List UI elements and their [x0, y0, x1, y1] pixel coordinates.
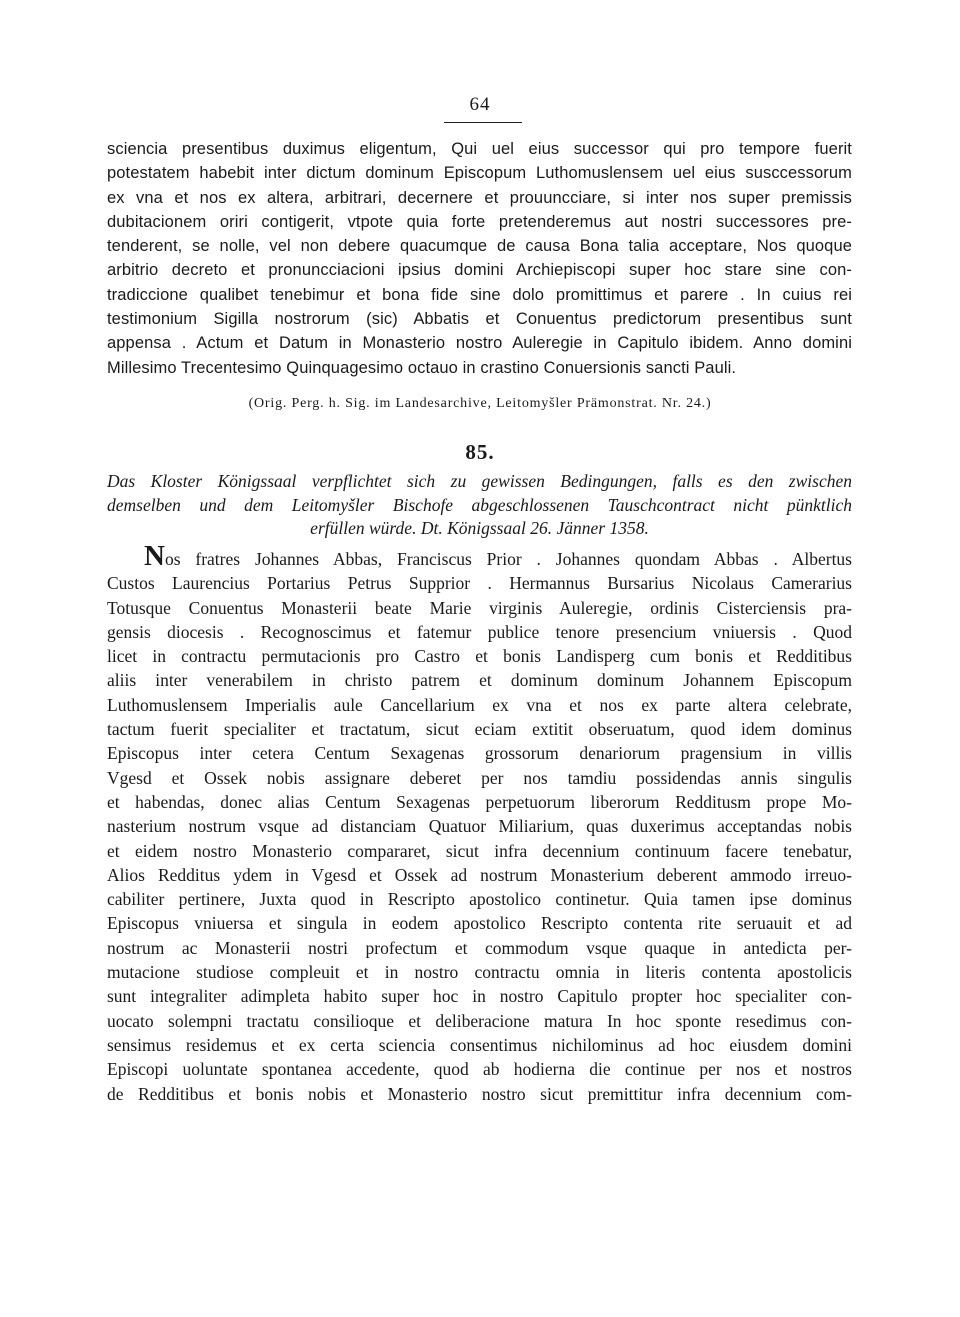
text-line: et habendas, donec alias Centum Sexagenas perpetuorum liberorum Redditusm prope Mo- — [107, 791, 852, 812]
first-text-line — [107, 540, 852, 572]
heading-line: erfüllen würde. Dt. Königssaal 26. Jänner 1358. — [310, 518, 649, 538]
text-line: Custos Laurencius Portarius Petrus Supprior . Hermannus Bursarius Nicolaus Camerarius — [107, 573, 852, 594]
document-body — [107, 540, 852, 1106]
continuation-text — [107, 137, 852, 380]
heading-line: Das Kloster Königssaal verpflichtet sich zu gewissen Bedingungen, falls es den zwischen — [107, 471, 852, 491]
text-line: nasterium nostrum vsque ad distanciam Quatuor Miliarium, quas duxerimus acceptandas nobis — [107, 816, 852, 837]
text-line: et eidem nostro Monasterio compararet, sicut infra decennium continuum facere tenebatur, — [107, 840, 852, 861]
text-line: testimonium Sigilla nostrorum (sic) Abbatis et Conuentus predictorum presentibus sunt — [107, 310, 852, 329]
heading-line: demselben und dem Leitomyšler Bischofe abgeschlossenen Tauschcontract nicht pünktlich — [107, 494, 852, 515]
text-line: appensa . Actum et Datum in Monasterio nostro Auleregie in Capitulo ibidem. Anno domini — [107, 334, 852, 353]
text-line: nostrum ac Monasterii nostri profectum et commodum vsque quaque in antedicta per- — [107, 937, 852, 958]
document-heading — [107, 470, 852, 541]
text-line: Alios Redditus ydem in Vgesd et Ossek ad nostrum Monasterium deberent ammodo irreuo- — [107, 864, 852, 885]
initial-letter: N — [144, 540, 165, 572]
text-line: Millesimo Trecentesimo Quinquagesimo octauo in crastino Conuersionis sancti Pauli. — [107, 358, 737, 377]
document-number: 85. — [465, 440, 495, 464]
text-line: dubitacionem oriri contigerit, vtpote quia forte pretenderemus aut nostri successores pre- — [107, 212, 852, 231]
text-line: mutacione studiose compleuit et in nostro contractu omnia in literis contenta apostolicis — [107, 962, 852, 983]
text-line: uocato solempni tractatu consilioque et deliberacione matura In hoc sponte resedimus con- — [107, 1010, 852, 1031]
text-line: tactum fuerit specialiter et tractatum, sicut eciam extitit obseruatum, quod idem dominus — [107, 719, 852, 740]
text-line: cabiliter pertinere, Juxta quod in Rescripto apostolico continetur. Quia tamen ipse dominus — [107, 889, 852, 910]
text-line: sciencia presentibus duximus eligentum, Qui uel eius successor qui pro tempore fuerit — [107, 140, 852, 158]
text-line: tradiccione qualibet tenebimur et bona fide sine dolo promittimus et parere . In cuius rei — [107, 285, 852, 304]
text-line: aliis inter venerabilem in christo patrem et dominum dominum Johannem Episcopum — [107, 670, 852, 691]
text-line: sunt integraliter adimpleta habito super hoc in nostro Capitulo propter hoc specialiter con- — [107, 986, 852, 1007]
text-line: Luthomuslensem Imperialis aule Cancellarium ex vna et nos ex parte altera celebrate, — [107, 694, 852, 715]
text-line: ex vna et nos ex altera, arbitrari, decernere et prouuncciare, si inter nos super premissis — [107, 188, 852, 207]
text-line: tenderent, se nolle, vel non debere quacumque de causa Bona talia acceptare, Nos quoque — [107, 237, 852, 256]
text-line: de Redditibus et bonis nobis et Monasterio nostro sicut premittitur infra decennium com- — [107, 1083, 852, 1104]
page-number-rule — [444, 122, 522, 123]
text-line: Vgesd et Ossek nobis assignare deberet per nos tamdiu possidendas annis singulis — [107, 767, 852, 788]
text-line: Episcopus vniuersa et singula in eodem apostolico Rescripto contenta rite seruauit et ad — [107, 913, 852, 934]
text-line: Totusque Conuentus Monasterii beate Marie virginis Auleregie, ordinis Cisterciensis pra- — [107, 597, 852, 618]
page-number: 64 — [469, 94, 491, 115]
text-line: sensimus residemus et ex certa sciencia consentimus nichilominus ad hoc eiusdem domini — [107, 1034, 852, 1055]
first-line-text: os fratres Johannes Abbas, Franciscus Prior . Johannes quondam Abbas . Albertus — [164, 549, 852, 569]
text-line: potestatem habebit inter dictum dominum Episcopum Luthomuslensem uel eius susccessorum — [107, 164, 852, 183]
text-line: arbitrio decreto et pronuncciacioni ipsius domini Archiepiscopi super hoc stare sine con- — [107, 261, 852, 280]
text-line: gensis diocesis . Recognoscimus et fatemur publice tenore presencium vniuersis . Quod — [107, 621, 852, 642]
text-line: Episcopus inter cetera Centum Sexagenas grossorum denariorum pragensium in villis — [107, 743, 852, 764]
text-line: Episcopi uoluntate spontanea accedente, quod ab hodierna die continue per nos et nostros — [107, 1059, 852, 1080]
text-line: licet in contractu permutacionis pro Castro et bonis Landisperg cum bonis et Redditibus — [107, 646, 852, 667]
source-citation: (Orig. Perg. h. Sig. im Landesarchive, Leitomyšler Prämonstrat. Nr. 24.) — [248, 396, 712, 411]
